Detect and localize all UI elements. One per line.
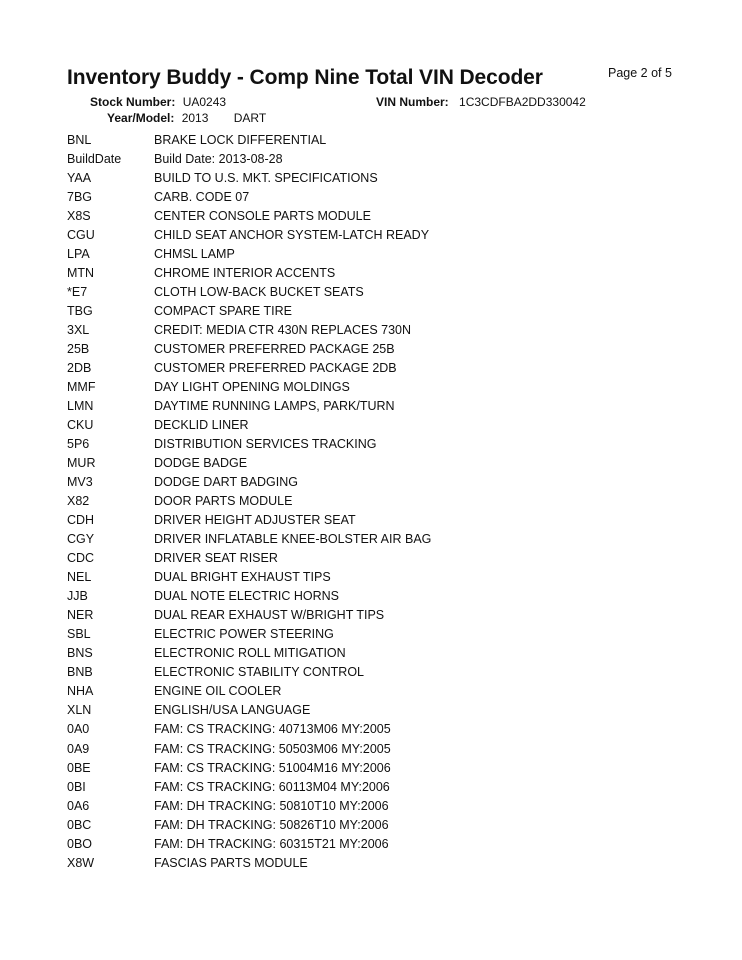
option-code: 5P6 xyxy=(67,437,90,452)
list-item xyxy=(67,226,667,245)
option-code: 0A9 xyxy=(67,741,90,756)
option-code: NEL xyxy=(67,570,92,585)
list-item xyxy=(67,416,667,435)
option-code: JJB xyxy=(67,589,88,604)
list-item xyxy=(67,473,667,492)
list-item xyxy=(67,454,667,473)
list-item xyxy=(67,511,667,530)
option-description: ENGINE OIL COOLER xyxy=(154,684,282,699)
option-description: FAM: CS TRACKING: 60113M04 MY:2006 xyxy=(154,779,390,794)
list-item xyxy=(67,150,667,169)
option-description: CENTER CONSOLE PARTS MODULE xyxy=(154,209,371,224)
document-title: Inventory Buddy - Comp Nine Total VIN Decoder xyxy=(67,66,543,89)
list-item xyxy=(67,131,667,150)
option-description: COMPACT SPARE TIRE xyxy=(154,304,292,319)
option-code: BNB xyxy=(67,665,93,680)
list-item xyxy=(67,283,667,302)
list-item xyxy=(67,759,667,778)
option-description: DODGE BADGE xyxy=(154,456,248,471)
option-code: CDC xyxy=(67,551,95,566)
option-code: CGU xyxy=(67,228,95,243)
option-code: BuildDate xyxy=(67,152,122,167)
option-description: DOOR PARTS MODULE xyxy=(154,494,293,509)
option-code: CGY xyxy=(67,532,95,547)
list-item xyxy=(67,587,667,606)
list-item xyxy=(67,359,667,378)
stock-number-value: UA0243 xyxy=(182,95,227,109)
year-model-label: Year/Model: xyxy=(107,111,175,125)
list-item xyxy=(67,549,667,568)
list-item xyxy=(67,663,667,682)
option-code-list xyxy=(67,131,667,873)
option-code: 2DB xyxy=(67,361,92,376)
option-code: 0BO xyxy=(67,836,93,851)
option-description: FASCIAS PARTS MODULE xyxy=(154,855,308,870)
option-code: *E7 xyxy=(67,285,88,300)
option-description: BUILD TO U.S. MKT. SPECIFICATIONS xyxy=(154,171,378,186)
option-code: 25B xyxy=(67,342,90,357)
option-description: CHILD SEAT ANCHOR SYSTEM-LATCH READY xyxy=(154,228,430,243)
option-description: Build Date: 2013-08-28 xyxy=(154,152,283,167)
list-item xyxy=(67,492,667,511)
option-code: TBG xyxy=(67,304,93,319)
option-description: DUAL NOTE ELECTRIC HORNS xyxy=(154,589,339,604)
list-item xyxy=(67,530,667,549)
list-item xyxy=(67,302,667,321)
option-description: ELECTRONIC ROLL MITIGATION xyxy=(154,646,346,661)
option-code: MTN xyxy=(67,266,95,281)
option-code: X8S xyxy=(67,209,91,224)
option-code: BNS xyxy=(67,646,93,661)
year-model-row xyxy=(107,111,266,125)
list-item xyxy=(67,701,667,720)
list-item xyxy=(67,682,667,701)
list-item xyxy=(67,816,667,835)
option-description: DUAL REAR EXHAUST W/BRIGHT TIPS xyxy=(154,608,385,623)
option-code: 0A6 xyxy=(67,798,90,813)
option-description: DRIVER INFLATABLE KNEE-BOLSTER AIR BAG xyxy=(154,532,432,547)
option-code: LMN xyxy=(67,399,94,414)
list-item xyxy=(67,264,667,283)
option-code: X8W xyxy=(67,855,95,870)
option-description: CREDIT: MEDIA CTR 430N REPLACES 730N xyxy=(154,323,412,338)
list-item xyxy=(67,378,667,397)
list-item xyxy=(67,644,667,663)
vin-number-value: 1C3CDFBA2DD330042 xyxy=(459,95,586,109)
list-item xyxy=(67,321,667,340)
option-description: CUSTOMER PREFERRED PACKAGE 2DB xyxy=(154,361,397,376)
option-description: CHROME INTERIOR ACCENTS xyxy=(154,266,336,281)
page-indicator: Page 2 of 5 xyxy=(608,66,672,80)
list-item xyxy=(67,606,667,625)
list-item xyxy=(67,835,667,854)
list-item xyxy=(67,720,667,739)
option-description: DAYTIME RUNNING LAMPS, PARK/TURN xyxy=(154,399,395,414)
list-item xyxy=(67,188,667,207)
model-value: DART xyxy=(233,111,267,125)
option-description: FAM: CS TRACKING: 50503M06 MY:2005 xyxy=(154,741,391,756)
list-item xyxy=(67,797,667,816)
option-code: 0A0 xyxy=(67,722,90,737)
option-description: DRIVER SEAT RISER xyxy=(154,551,278,566)
option-description: DAY LIGHT OPENING MOLDINGS xyxy=(154,380,350,395)
option-code: CDH xyxy=(67,513,95,528)
option-description: FAM: DH TRACKING: 60315T21 MY:2006 xyxy=(154,836,389,851)
list-item xyxy=(67,397,667,416)
option-description: DUAL BRIGHT EXHAUST TIPS xyxy=(154,570,331,585)
option-code: 0BI xyxy=(67,779,86,794)
list-item xyxy=(67,625,667,644)
list-item xyxy=(67,207,667,226)
option-code: YAA xyxy=(67,171,92,186)
list-item xyxy=(67,854,667,873)
stock-number-label: Stock Number: xyxy=(90,95,176,109)
option-code: LPA xyxy=(67,247,90,262)
option-description: CARB. CODE 07 xyxy=(154,190,250,205)
option-description: FAM: DH TRACKING: 50826T10 MY:2006 xyxy=(154,817,389,832)
list-item xyxy=(67,740,667,759)
option-code: MV3 xyxy=(67,475,93,490)
option-code: MUR xyxy=(67,456,96,471)
vin-number-row xyxy=(376,95,586,109)
option-code: NER xyxy=(67,608,94,623)
vin-number-label: VIN Number: xyxy=(376,95,449,109)
option-description: ELECTRONIC STABILITY CONTROL xyxy=(154,665,364,680)
option-code: XLN xyxy=(67,703,92,718)
option-code: CKU xyxy=(67,418,94,433)
option-description: ENGLISH/USA LANGUAGE xyxy=(154,703,311,718)
option-description: CUSTOMER PREFERRED PACKAGE 25B xyxy=(154,342,395,357)
option-code: MMF xyxy=(67,380,96,395)
option-code: NHA xyxy=(67,684,94,699)
option-code: 3XL xyxy=(67,323,90,338)
option-description: BRAKE LOCK DIFFERENTIAL xyxy=(154,133,327,147)
option-code: X82 xyxy=(67,494,90,509)
list-item xyxy=(67,435,667,454)
stock-number-row xyxy=(90,95,226,109)
option-description: DODGE DART BADGING xyxy=(154,475,299,490)
year-value: 2013 xyxy=(181,111,209,125)
list-item xyxy=(67,340,667,359)
option-description: ELECTRIC POWER STEERING xyxy=(154,627,334,642)
option-description: CLOTH LOW-BACK BUCKET SEATS xyxy=(154,285,364,300)
option-code: BNL xyxy=(67,133,92,147)
option-code: 0BC xyxy=(67,817,92,832)
option-description: DRIVER HEIGHT ADJUSTER SEAT xyxy=(154,513,356,528)
option-code: 0BE xyxy=(67,760,91,775)
list-item xyxy=(67,245,667,264)
option-code: 7BG xyxy=(67,190,93,205)
option-description: FAM: CS TRACKING: 40713M06 MY:2005 xyxy=(154,722,391,737)
option-description: DISTRIBUTION SERVICES TRACKING xyxy=(154,437,377,452)
option-description: CHMSL LAMP xyxy=(154,247,235,262)
list-item xyxy=(67,568,667,587)
option-description: FAM: DH TRACKING: 50810T10 MY:2006 xyxy=(154,798,389,813)
option-code: SBL xyxy=(67,627,91,642)
list-item xyxy=(67,169,667,188)
option-description: DECKLID LINER xyxy=(154,418,249,433)
option-description: FAM: CS TRACKING: 51004M16 MY:2006 xyxy=(154,760,391,775)
list-item xyxy=(67,778,667,797)
